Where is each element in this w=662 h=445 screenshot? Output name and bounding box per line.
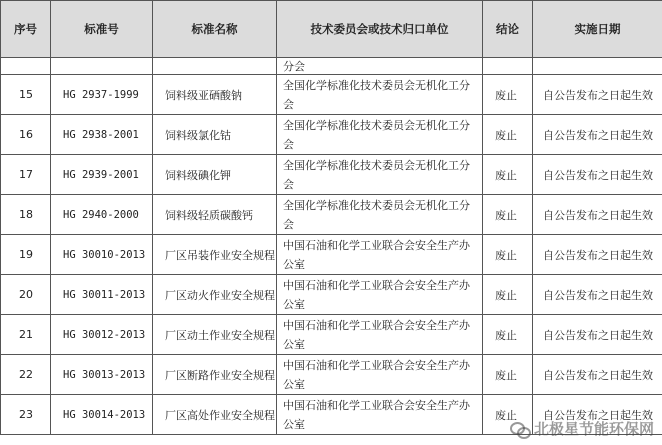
continuation-text: 分会	[277, 58, 483, 75]
cell-date: 自公告发布之日起生效	[533, 315, 662, 355]
cell-code: HG 2937-1999	[51, 75, 153, 115]
cell-org: 全国化学标准化技术委员会无机化工分会	[277, 195, 483, 235]
wechat-icon	[510, 421, 530, 437]
cell-no: 19	[1, 235, 51, 275]
cell-code: HG 2939-2001	[51, 155, 153, 195]
watermark-text: 北极星节能环保网	[533, 420, 654, 438]
cell-org: 全国化学标准化技术委员会无机化工分会	[277, 115, 483, 155]
cell-no: 23	[1, 395, 51, 435]
continuation-row	[1, 58, 662, 75]
table-row	[1, 115, 662, 155]
cell-org: 中国石油和化学工业联合会安全生产办公室	[277, 235, 483, 275]
cell-no: 15	[1, 75, 51, 115]
table-row	[1, 275, 662, 315]
cell-no: 18	[1, 195, 51, 235]
cell-name: 厂区断路作业安全规程	[153, 355, 277, 395]
table-row	[1, 355, 662, 395]
cell-name: 饲料级轻质碳酸钙	[153, 195, 277, 235]
header-code: 标准号	[51, 1, 153, 58]
cell-conclusion: 废止	[483, 235, 533, 275]
header-name: 标准名称	[153, 1, 277, 58]
header-conclusion: 结论	[483, 1, 533, 58]
cell-code: HG 30014-2013	[51, 395, 153, 435]
table-row	[1, 315, 662, 355]
cell-conclusion: 废止	[483, 195, 533, 235]
cell-date: 自公告发布之日起生效	[533, 395, 662, 435]
cell-code: HG 30010-2013	[51, 235, 153, 275]
table-row	[1, 235, 662, 275]
header-row	[1, 1, 662, 58]
cell-conclusion: 废止	[483, 155, 533, 195]
cell-org: 中国石油和化学工业联合会安全生产办公室	[277, 395, 483, 435]
cell-no: 22	[1, 355, 51, 395]
cell-date: 自公告发布之日起生效	[533, 275, 662, 315]
cell-conclusion: 废止	[483, 75, 533, 115]
cell-conclusion: 废止	[483, 395, 533, 435]
cell-date: 自公告发布之日起生效	[533, 155, 662, 195]
cell-conclusion: 废止	[483, 275, 533, 315]
cell-conclusion: 废止	[483, 355, 533, 395]
cell-no: 16	[1, 115, 51, 155]
cell-date: 自公告发布之日起生效	[533, 75, 662, 115]
cell-code: HG 30012-2013	[51, 315, 153, 355]
watermark	[510, 418, 654, 439]
cell-date: 自公告发布之日起生效	[533, 195, 662, 235]
cell-org: 中国石油和化学工业联合会安全生产办公室	[277, 315, 483, 355]
header-date: 实施日期	[533, 1, 662, 58]
cell-name: 厂区动土作业安全规程	[153, 315, 277, 355]
header-org: 技术委员会或技术归口单位	[277, 1, 483, 58]
cell-no: 17	[1, 155, 51, 195]
cell-name: 饲料级碘化钾	[153, 155, 277, 195]
cell-code: HG 2940-2000	[51, 195, 153, 235]
cell-conclusion: 废止	[483, 315, 533, 355]
cell-date: 自公告发布之日起生效	[533, 115, 662, 155]
table-row	[1, 155, 662, 195]
cell-org: 中国石油和化学工业联合会安全生产办公室	[277, 355, 483, 395]
table-row	[1, 195, 662, 235]
cell-code: HG 2938-2001	[51, 115, 153, 155]
cell-name: 厂区高处作业安全规程	[153, 395, 277, 435]
cell-name: 厂区吊装作业安全规程	[153, 235, 277, 275]
cell-no: 21	[1, 315, 51, 355]
cell-name: 饲料级亚硒酸钠	[153, 75, 277, 115]
cell-name: 厂区动火作业安全规程	[153, 275, 277, 315]
cell-name: 饲料级氯化钴	[153, 115, 277, 155]
cell-date: 自公告发布之日起生效	[533, 355, 662, 395]
cell-date: 自公告发布之日起生效	[533, 235, 662, 275]
cell-code: HG 30011-2013	[51, 275, 153, 315]
cell-org: 全国化学标准化技术委员会无机化工分会	[277, 155, 483, 195]
cell-conclusion: 废止	[483, 115, 533, 155]
cell-org: 中国石油和化学工业联合会安全生产办公室	[277, 275, 483, 315]
cell-org: 全国化学标准化技术委员会无机化工分会	[277, 75, 483, 115]
table-row	[1, 75, 662, 115]
cell-code: HG 30013-2013	[51, 355, 153, 395]
cell-no: 20	[1, 275, 51, 315]
header-no: 序号	[1, 1, 51, 58]
